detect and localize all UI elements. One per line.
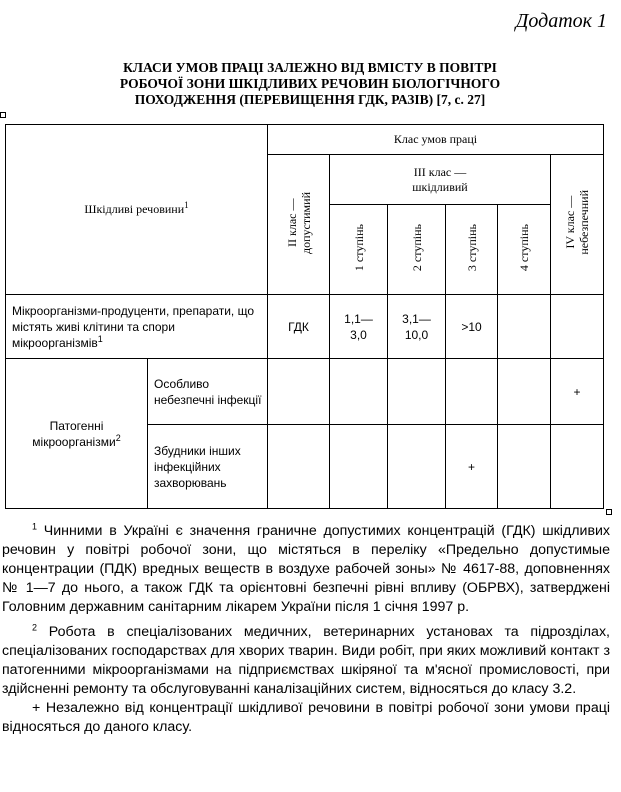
- table-move-handle[interactable]: [0, 112, 6, 118]
- header-class-4-text: IV клас — небезпечний: [563, 190, 591, 255]
- row-producers-deg1: 1,1— 3,0: [330, 295, 388, 359]
- row-other-deg3: +: [446, 425, 498, 509]
- title-line-1: КЛАСИ УМОВ ПРАЦІ ЗАЛЕЖНО ВІД ВМІСТУ В ПОВІТРІ: [123, 60, 497, 75]
- degree-4-text: 4 ступінь: [517, 223, 531, 272]
- header-class-3: III клас — шкідливий: [330, 155, 551, 205]
- header-substances: [6, 125, 268, 295]
- header-substances-text: Шкідливі речовини: [84, 202, 185, 216]
- row-producers-text: Мікроорганізми-продуценти, препарати, що містять живі клітини та спори мікроорганізмів: [12, 303, 255, 350]
- footnote-ref-1: 1: [184, 200, 189, 210]
- footnote-2: [2, 623, 610, 699]
- footnote-plus: + Незалежно від концентрації шкідливої речовини в повітрі робочої зони умови праці відносяться до даного класу.: [2, 700, 610, 735]
- footnote-1: [2, 522, 610, 617]
- footnote-1-text: Чинними в Україні є значення граничне допустимих концентрацій (ГДК) шкідливих речовин у повітрі робочої зони, що містяться в переліку «Предельно допустимые концентрации (ПДК) вредных веществ в воздухе рабочей зоны» № 4617-88, доповненнях № 1—7 до нього, а також ГДК та орієнтовні безпечні рівні впливу (ОБРВХ), затверджені Головним державним санітарним лікарем України після 1 січня 1997 р.: [2, 523, 610, 615]
- cell-empty: [330, 359, 388, 425]
- cell-empty: [330, 425, 388, 509]
- cell-empty: [446, 359, 498, 425]
- cell-empty: [388, 359, 446, 425]
- cell-empty: [268, 425, 330, 509]
- footnotes: [2, 522, 610, 743]
- cell-empty: [388, 425, 446, 509]
- appendix-label: Додаток 1: [515, 10, 607, 32]
- row-pathogens-group: [6, 359, 148, 509]
- footnote-ref-1b: 1: [97, 333, 103, 344]
- conditions-table: [5, 124, 604, 509]
- cell-empty: [498, 425, 551, 509]
- header-class-2-text: II клас — допустимий: [284, 191, 313, 254]
- table-resize-handle[interactable]: [606, 509, 612, 515]
- title-line-2: РОБОЧОЇ ЗОНИ ШКІДЛИВИХ РЕЧОВИН БІОЛОГІЧНОГО: [119, 76, 501, 91]
- footnote-2-marker: 2: [32, 622, 38, 633]
- document-title: [40, 60, 580, 108]
- cell-empty: [268, 359, 330, 425]
- cell-empty: [551, 425, 604, 509]
- row-dangerous-infections: Особливо небезпечні інфекції: [148, 359, 268, 425]
- degree-1-text: 1 ступінь: [351, 223, 366, 272]
- row-producers-deg4: [498, 295, 551, 359]
- footnote-1-marker: 1: [32, 521, 38, 532]
- degree-2-text: 2 ступінь: [409, 223, 424, 272]
- header-degree-4: [498, 205, 551, 295]
- title-line-3: ПОХОДЖЕННЯ (ПЕРЕВИЩЕННЯ ГДК, РАЗІВ) [7, с. 27]: [134, 92, 486, 107]
- cell-empty: [498, 359, 551, 425]
- row-producers-deg2: 3,1— 10,0: [388, 295, 446, 359]
- header-degree-3: [446, 205, 498, 295]
- footnote-2-text: Робота в спеціалізованих медичних, ветеринарних установах та підрозділах, спеціалізованих господарствах для хворих тварин. Види робіт, при яких можливий контакт з патогенними мікроорганізмами на підприємствах шкіряної та м'ясної промисловості, при здійсненні ремонту та обслуговуванні каналізаційних систем, відносяться до класу 3.2.: [2, 624, 610, 697]
- header-degree-2: [388, 205, 446, 295]
- row-producers-class2: ГДК: [268, 295, 330, 359]
- row-pathogens-text: Патогенні мікроорганізми: [32, 418, 116, 449]
- row-other-infections: Збудники інших інфекційних захворювань: [148, 425, 268, 509]
- row-producers-deg3: >10: [446, 295, 498, 359]
- row-producers-name: [6, 295, 268, 359]
- row-producers-class4: [551, 295, 604, 359]
- degree-3-text: 3 ступінь: [464, 223, 479, 272]
- footnote-ref-2: 2: [115, 432, 121, 443]
- header-class-4: [551, 155, 604, 295]
- header-class-2: [268, 155, 330, 295]
- header-class: Клас умов праці: [268, 125, 604, 155]
- row-dangerous-class4: +: [551, 359, 604, 425]
- header-degree-1: [330, 205, 388, 295]
